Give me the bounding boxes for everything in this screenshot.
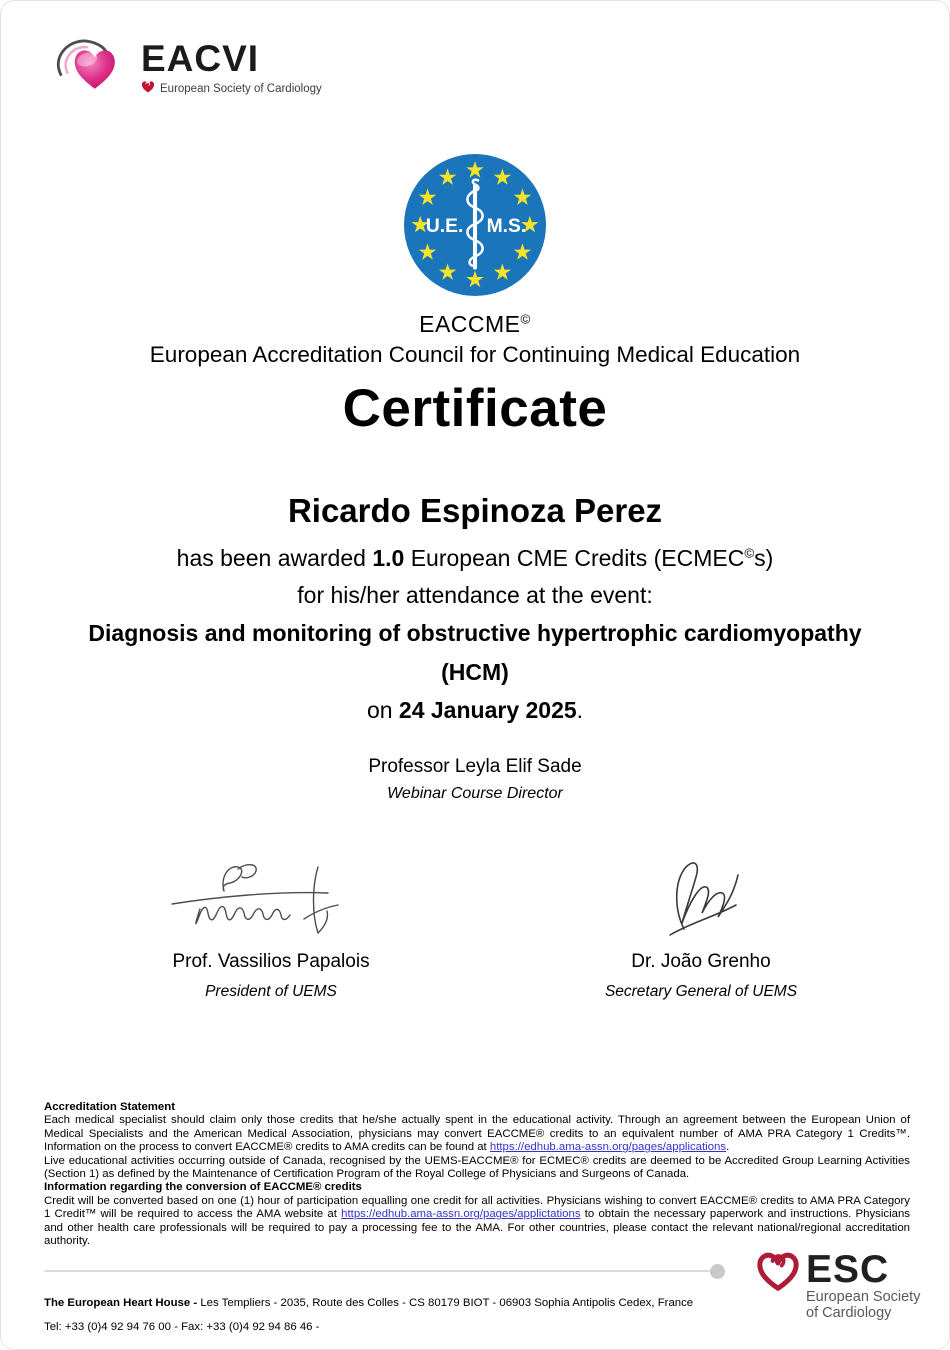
eacvi-logo xyxy=(51,33,322,106)
conversion-paragraph: Credit will be converted based on one (1) hour of participation equalling one credit for all activities. Physicians wishing to convert EACCME® credits to AMA PRA Category 1 Credit™ will be required to access the AMA website at https://edhub.ama-assn.org/pages/applictations to obtain the necessary paperwork and instructions. Physicians and other health care professionals will be required to pay a processing fee to the AMA. For other countries, please contact the relevant national/regional accreditation authority. xyxy=(44,1194,910,1248)
footer-address: The European Heart House - Les Templiers - 2035, Route des Colles - CS 80179 BIOT - 06903 Sophia Antipolis Cedex, France xyxy=(44,1297,694,1309)
certificate-title: Certificate xyxy=(342,379,608,438)
eacvi-heart-icon xyxy=(51,33,131,106)
svg-text:U.E.: U.E. xyxy=(425,216,464,238)
event-title-line2: (HCM) xyxy=(441,659,509,685)
esc-tagline-line1: European Society xyxy=(806,1289,921,1305)
eacvi-tagline: European Society of Cardiology xyxy=(160,82,322,95)
esc-logo xyxy=(757,1248,921,1321)
signature-grenho-image xyxy=(656,857,746,947)
credits-value: 1.0 xyxy=(372,545,405,571)
esc-heart-icon xyxy=(757,1252,799,1321)
attendance-line: for his/her attendance at the event: xyxy=(297,582,653,608)
footer-divider xyxy=(44,1270,710,1272)
signatory-role: Secretary General of UEMS xyxy=(604,983,798,1000)
footer-contact: Tel: +33 (0)4 92 94 76 00 - Fax: +33 (0)4 92 94 86 46 - xyxy=(44,1321,320,1333)
course-director-role: Webinar Course Director xyxy=(387,785,563,802)
svg-text:M.S.: M.S. xyxy=(486,216,527,238)
esc-tagline-line2: of Cardiology xyxy=(806,1305,892,1321)
eaccme-heading: EACCME© xyxy=(419,311,531,337)
accreditation-statement-block xyxy=(44,1101,910,1248)
event-date-line: on 24 January 2025. xyxy=(366,697,584,723)
uems-logo xyxy=(404,154,546,301)
copyright-mark: © xyxy=(520,311,531,327)
esc-mini-heart-icon xyxy=(141,80,155,97)
signatory-name: Prof. Vassilios Papalois xyxy=(172,951,370,972)
copyright-mark: © xyxy=(744,545,755,561)
event-date: 24 January 2025 xyxy=(398,697,577,723)
event-title-line1: Diagnosis and monitoring of obstructive hypertrophic cardiomyopathy xyxy=(88,620,862,646)
conversion-heading: Information regarding the conversion of EACCME® credits xyxy=(44,1181,362,1194)
ama-applications-link[interactable]: https://edhub.ama-assn.org/pages/applications xyxy=(489,1141,727,1154)
course-director-name: Professor Leyla Elif Sade xyxy=(368,756,582,777)
signature-papalois-image xyxy=(166,857,376,947)
accreditation-heading: Accreditation Statement xyxy=(44,1101,176,1113)
canada-paragraph: Live educational activities occurring outside of Canada, recognised by the UEMS-EACCME® for ECMEC® credits are deemed to be Accredited Group Learning Activities (Section 1) as defined by the Maintenance of Certification Program of the Royal College of Physicians and Surgeons of Canada. xyxy=(44,1154,910,1181)
esc-wordmark: ESC xyxy=(806,1248,890,1291)
accreditation-paragraph: Each medical specialist should claim only those credits that he/she actually spent in the educational activity. Through an agreement between the European Union of Medical Specialists and the American Medical Association, physicians may convert EACCME® credits to an equivalent number of AMA PRA Category 1 Credits™. Information on the process to convert EACCME® credits to AMA credits can be found at https://edhub.ama-assn.org/pages/applications. xyxy=(44,1114,910,1154)
signatory-name: Dr. João Grenho xyxy=(631,951,771,972)
ama-conversion-link[interactable]: https://edhub.ama-assn.org/pages/applictations xyxy=(341,1208,581,1221)
recipient-name: Ricardo Espinoza Perez xyxy=(287,492,663,529)
eacvi-wordmark: EACVI xyxy=(141,38,260,79)
footer-divider-dot xyxy=(710,1264,725,1279)
council-name: European Accreditation Council for Continuing Medical Education xyxy=(149,342,801,367)
signatory-role: President of UEMS xyxy=(205,983,337,1000)
award-line: has been awarded 1.0 European CME Credits (ECMEC©s) xyxy=(176,545,774,571)
